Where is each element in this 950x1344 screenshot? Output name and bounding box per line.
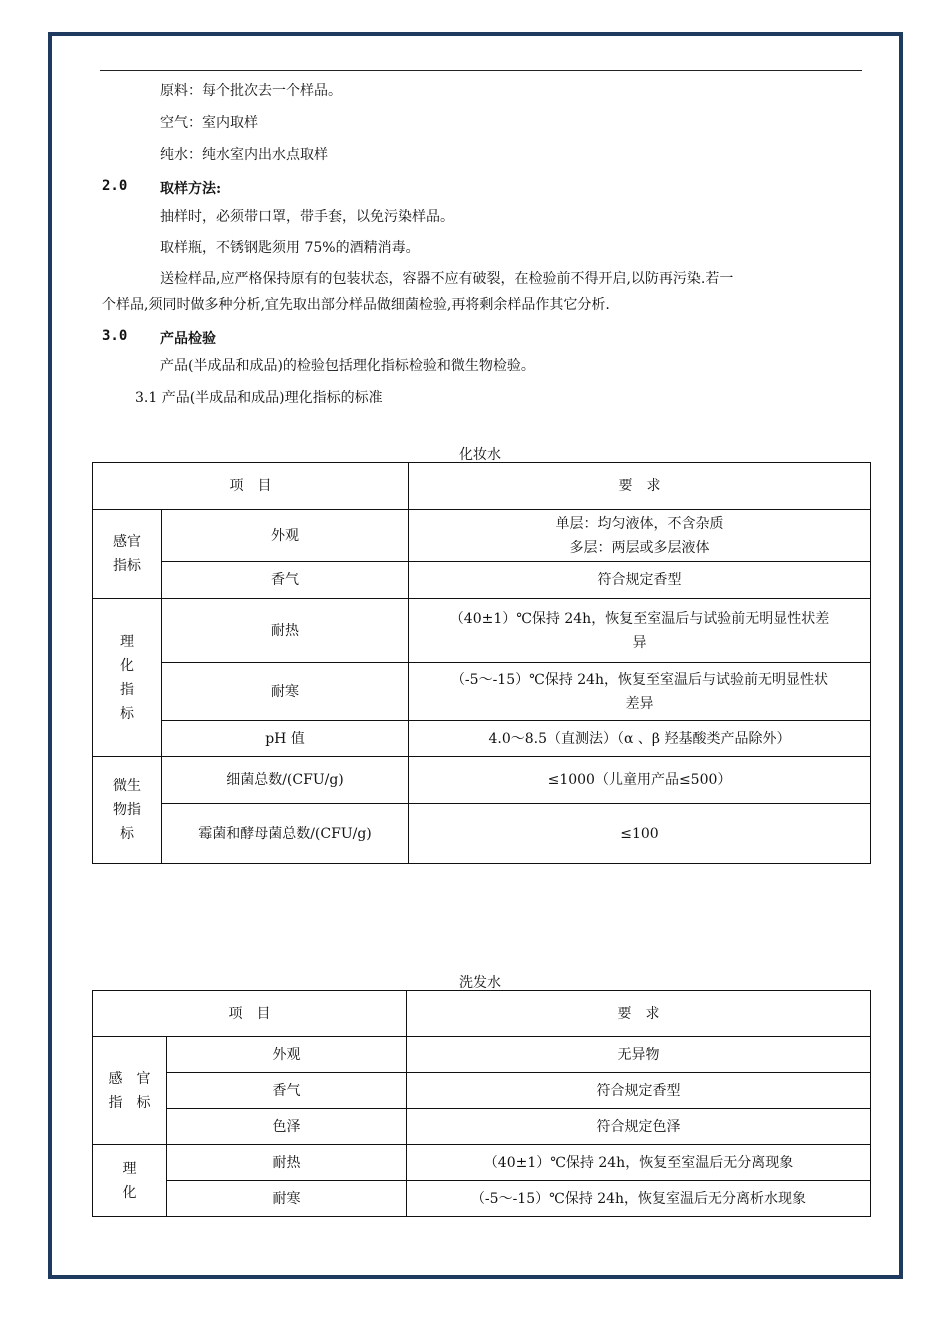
intro-line-water: 纯水：纯水室内出水点取样 (160, 147, 328, 163)
intro-line-air: 空气：室内取样 (160, 115, 258, 131)
row-requirement-line: 异 (632, 634, 647, 651)
row-requirement: ≤1000（儿童用产品≤500） (409, 757, 871, 804)
section-3-title: 产品检验 (160, 331, 216, 347)
row-requirement: 符合规定香型 (407, 1073, 871, 1109)
group-sensory (93, 1037, 167, 1145)
row-requirement: 4.0～8.5（直测法）（α 、β 羟基酸类产品除外） (409, 721, 871, 757)
table-1-title: 化妆水 (459, 447, 501, 463)
group-label-line: 指 标 (108, 1094, 151, 1111)
row-requirement-line: 差异 (625, 695, 654, 712)
section-2-title: 取样方法: (160, 181, 222, 197)
row-requirement (409, 599, 871, 663)
table-header-requirement: 要 求 (407, 991, 871, 1037)
group-physicochemical (93, 1145, 167, 1217)
row-item: 霉菌和酵母菌总数/(CFU/g) (162, 804, 409, 864)
row-item: 香气 (167, 1073, 407, 1109)
intro-line-raw: 原料：每个批次去一个样品。 (160, 83, 342, 99)
row-requirement (409, 510, 871, 562)
row-item: 香气 (162, 562, 409, 599)
group-physicochemical: 理化指标 (93, 599, 162, 757)
section-2-number: 2.0 (102, 178, 128, 194)
table-header-item: 项 目 (93, 463, 409, 510)
group-label-line: 感 官 (108, 1070, 151, 1087)
row-item: 外观 (167, 1037, 407, 1073)
row-item: 耐热 (162, 599, 409, 663)
table-2 (92, 990, 871, 1217)
row-item: 色泽 (167, 1109, 407, 1145)
row-requirement: 符合规定香型 (409, 562, 871, 599)
row-requirement-line: （40±1）℃保持 24h，恢复至室温后与试验前无明显性状差 (449, 610, 830, 627)
group-label-line: 理 (122, 1160, 137, 1177)
row-requirement-line: （-5～-15）℃保持 24h，恢复至室温后与试验前无明显性状 (450, 671, 829, 688)
row-requirement (409, 663, 871, 721)
section-2-line: 取样瓶，不锈钢匙须用 75%的酒精消毒。 (160, 240, 420, 256)
table-2-title: 洗发水 (459, 975, 501, 991)
section-2-line: 送检样品,应严格保持原有的包装状态，容器不应有破裂，在检验前不得开启,以防再污染.若一 (160, 271, 734, 287)
group-label-line: 化 (122, 1184, 137, 1201)
row-requirement: （40±1）℃保持 24h，恢复至室温后无分离现象 (407, 1145, 871, 1181)
section-2-line: 抽样时，必须带口罩，带手套，以免污染样品。 (160, 209, 454, 225)
row-requirement: （-5～-15）℃保持 24h，恢复室温后无分离析水现象 (407, 1181, 871, 1217)
row-requirement-line: 多层：两层或多层液体 (569, 539, 710, 556)
group-sensory: 感官指标 (93, 510, 162, 599)
header-rule (100, 70, 862, 71)
section-3-line: 产品(半成品和成品)的检验包括理化指标检验和微生物检验。 (160, 358, 535, 374)
group-microbial: 微生物指标 (93, 757, 162, 864)
row-item: 耐寒 (162, 663, 409, 721)
row-item: 耐寒 (167, 1181, 407, 1217)
row-requirement-line: 单层：均匀液体，不含杂质 (555, 515, 724, 532)
table-header-requirement: 要 求 (409, 463, 871, 510)
row-item: pH 值 (162, 721, 409, 757)
row-item: 细菌总数/(CFU/g) (162, 757, 409, 804)
row-item: 外观 (162, 510, 409, 562)
row-item: 耐热 (167, 1145, 407, 1181)
section-2-line: 个样品,须同时做多种分析,宜先取出部分样品做细菌检验,再将剩余样品作其它分析. (102, 297, 610, 313)
row-requirement: 无异物 (407, 1037, 871, 1073)
row-requirement: 符合规定色泽 (407, 1109, 871, 1145)
section-3-number: 3.0 (102, 328, 128, 344)
table-header-item: 项 目 (93, 991, 407, 1037)
section-3-1-heading: 3.1 产品(半成品和成品)理化指标的标准 (135, 390, 383, 406)
row-requirement: ≤100 (409, 804, 871, 864)
table-1 (92, 462, 871, 864)
